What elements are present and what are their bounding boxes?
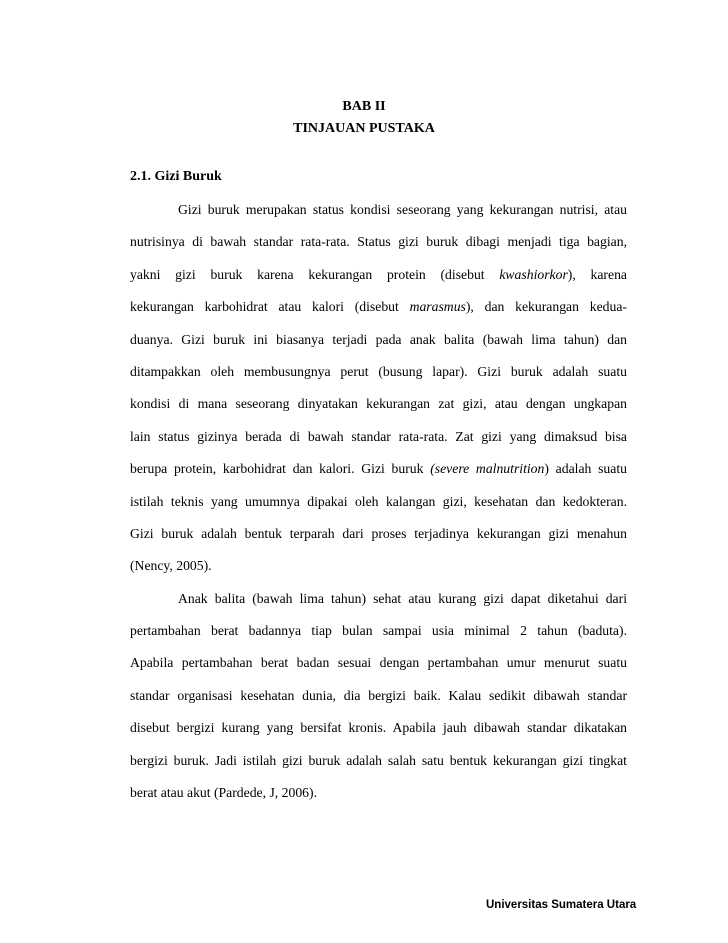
paragraph-line: standar organisasi kesehatan dunia, dia bergizi baik. Kalau sedikit dibawah standar (130, 687, 627, 703)
paragraph-line: Gizi buruk adalah bentuk terparah dari proses terjadinya kekurangan gizi menahun (130, 525, 627, 541)
italic-term: kwashiorkor (499, 266, 568, 282)
text-run: ), dan kekurangan kedua- (465, 299, 627, 315)
footer-institution: Universitas Sumatera Utara (486, 899, 637, 911)
paragraph-line: lain status gizinya berada di bawah standar rata-rata. Zat gizi yang dimaksud bisa (130, 428, 627, 444)
text-run: kekurangan karbohidrat atau kalori (disebut (130, 299, 410, 315)
text-run: berupa protein, karbohidrat dan kalori. Gizi buruk (130, 461, 431, 477)
text-run: yakni gizi buruk karena kekurangan protein (disebut (130, 266, 500, 282)
paragraph-line: (Nency, 2005). (130, 558, 212, 574)
paragraph-line (130, 291, 627, 323)
paragraph-line: berat atau akut (Pardede, J, 2006). (130, 785, 317, 801)
text-run: ), karena (567, 266, 627, 282)
paragraph-line (130, 453, 627, 485)
paragraph-line: pertambahan berat badannya tiap bulan sampai usia minimal 2 tahun (baduta). (130, 623, 627, 639)
paragraph-line: istilah teknis yang umumnya dipakai oleh kalangan gizi, kesehatan dan kedokteran. (130, 493, 627, 509)
paragraph-1 (130, 194, 627, 583)
paragraph-line: Gizi buruk merupakan status kondisi seseorang yang kekurangan nutrisi, atau (178, 202, 627, 217)
paragraph-line: Anak balita (bawah lima tahun) sehat atau kurang gizi dapat diketahui dari (178, 590, 627, 606)
paragraph-line: ditampakkan oleh membusungnya perut (busung lapar). Gizi buruk adalah suatu (130, 363, 627, 379)
italic-term: (severe malnutrition (430, 461, 545, 477)
text-run: ) adalah suatu (544, 461, 627, 477)
paragraph-2 (130, 583, 627, 810)
section-heading: 2.1. Gizi Buruk (130, 169, 222, 184)
paragraph-line: nutrisinya di bawah standar rata-rata. Status gizi buruk dibagi menjadi tiga bagian, (130, 234, 627, 250)
paragraph-line: disebut bergizi kurang yang bersifat kronis. Apabila jauh dibawah standar dikatakan (130, 720, 627, 736)
paragraph-line: Apabila pertambahan berat badan sesuai dengan pertambahan umur menurut suatu (130, 655, 627, 671)
paragraph-line (130, 259, 627, 291)
paragraph-line: kondisi di mana seseorang dinyatakan kekurangan zat gizi, atau dengan ungkapan (130, 396, 627, 412)
italic-term: marasmus (409, 299, 466, 315)
paragraph-line: duanya. Gizi buruk ini biasanya terjadi pada anak balita (bawah lima tahun) dan (130, 331, 627, 347)
chapter-number: BAB II (342, 99, 386, 114)
paragraph-line: bergizi buruk. Jadi istilah gizi buruk adalah salah satu bentuk kekurangan gizi tingkat (130, 752, 627, 768)
body-text (130, 194, 627, 809)
chapter-title: TINJAUAN PUSTAKA (293, 121, 435, 136)
